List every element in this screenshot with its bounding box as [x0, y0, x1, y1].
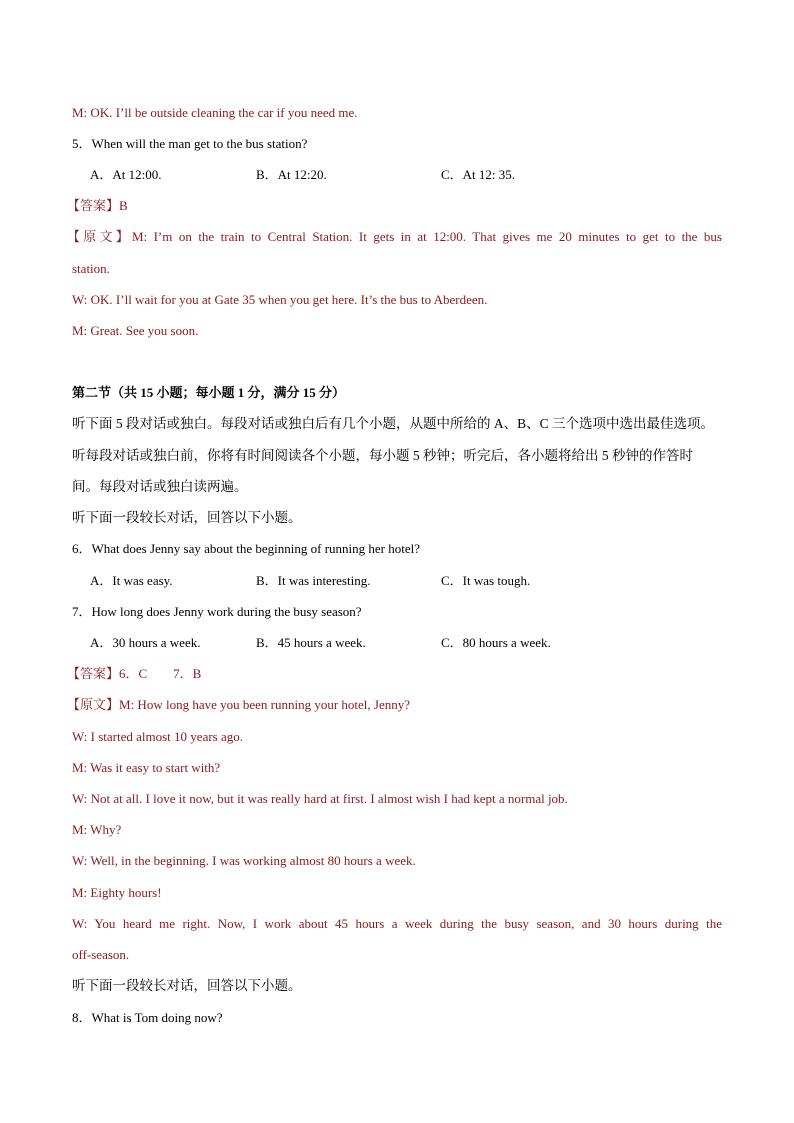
answer-label: 【答案】 — [67, 198, 120, 213]
q5-option-b: B．At 12:20. — [256, 167, 327, 182]
question-7: 7．How long does Jenny work during the busy season? — [72, 604, 362, 619]
q6-option-a: A．It was easy. — [90, 573, 173, 588]
transcript-line: M: Why? — [72, 822, 122, 837]
transcript-label: 【原文】 — [67, 697, 120, 712]
instruction-line: 听下面 5 段对话或独白。每段对话或独白后有几个小题，从题中所给的 A、B、C 三个选项中选出最佳选项。 — [72, 416, 715, 431]
question-5: 5．When will the man get to the bus station? — [72, 136, 308, 151]
q67-answer — [67, 666, 201, 682]
answer-label: 【答案】 — [67, 666, 120, 681]
transcript-line: off-season. — [72, 947, 130, 962]
transcript-line: W: Well, in the beginning. I was working almost 80 hours a week. — [72, 853, 416, 868]
instruction-line: 间。每段对话或独白读两遍。 — [72, 479, 248, 494]
listening-prompt: 听下面一段较长对话，回答以下小题。 — [72, 978, 302, 993]
transcript-line: M: OK. I’ll be outside cleaning the car if you need me. — [72, 105, 358, 120]
q7-option-c: C．80 hours a week. — [441, 635, 551, 650]
transcript-text: M: I’m on the train to Central Station. It gets in at 12:00. That gives me 20 minutes to get to the bus — [131, 229, 722, 244]
question-6: 6．What does Jenny say about the beginning of running her hotel? — [72, 541, 421, 556]
transcript-line: W: I started almost 10 years ago. — [72, 729, 243, 744]
transcript-line: M: Great. See you soon. — [72, 323, 199, 338]
question-8: 8．What is Tom doing now? — [72, 1010, 223, 1025]
transcript-line: M: Was it easy to start with? — [72, 760, 221, 775]
q6-option-c: C．It was tough. — [441, 573, 531, 588]
transcript-line: W: Not at all. I love it now, but it was really hard at first. I almost wish I had kept a normal job. — [72, 791, 568, 806]
q67-transcript-first — [67, 697, 410, 713]
answer-value: 6．C 7．B — [119, 666, 202, 681]
transcript-line: W: You heard me right. Now, I work about 45 hours a week during the busy season, and 30 hours during the — [72, 916, 722, 931]
listening-prompt: 听下面一段较长对话，回答以下小题。 — [72, 510, 302, 525]
answer-value: B — [119, 198, 128, 213]
transcript-line: M: Eighty hours! — [72, 885, 162, 900]
section-heading: 第二节（共 15 小题；每小题 1 分，满分 15 分） — [72, 385, 346, 400]
instruction-line: 听每段对话或独白前，你将有时间阅读各个小题，每小题 5 秒钟；听完后，各小题将给出 5 秒钟的作答时 — [72, 448, 693, 463]
q5-answer — [67, 198, 128, 214]
q7-option-a: A．30 hours a week. — [90, 635, 201, 650]
q7-option-b: B．45 hours a week. — [256, 635, 366, 650]
transcript-label: 【原文】 — [67, 229, 132, 244]
q5-option-a: A．At 12:00. — [90, 167, 162, 182]
transcript-line: station. — [72, 261, 110, 276]
transcript-line: W: OK. I’ll wait for you at Gate 35 when you get here. It’s the bus to Aberdeen. — [72, 292, 488, 307]
q5-transcript-first — [67, 229, 722, 245]
transcript-text: M: How long have you been running your hotel, Jenny? — [119, 697, 411, 712]
q6-option-b: B．It was interesting. — [256, 573, 371, 588]
q5-option-c: C．At 12: 35. — [441, 167, 516, 182]
